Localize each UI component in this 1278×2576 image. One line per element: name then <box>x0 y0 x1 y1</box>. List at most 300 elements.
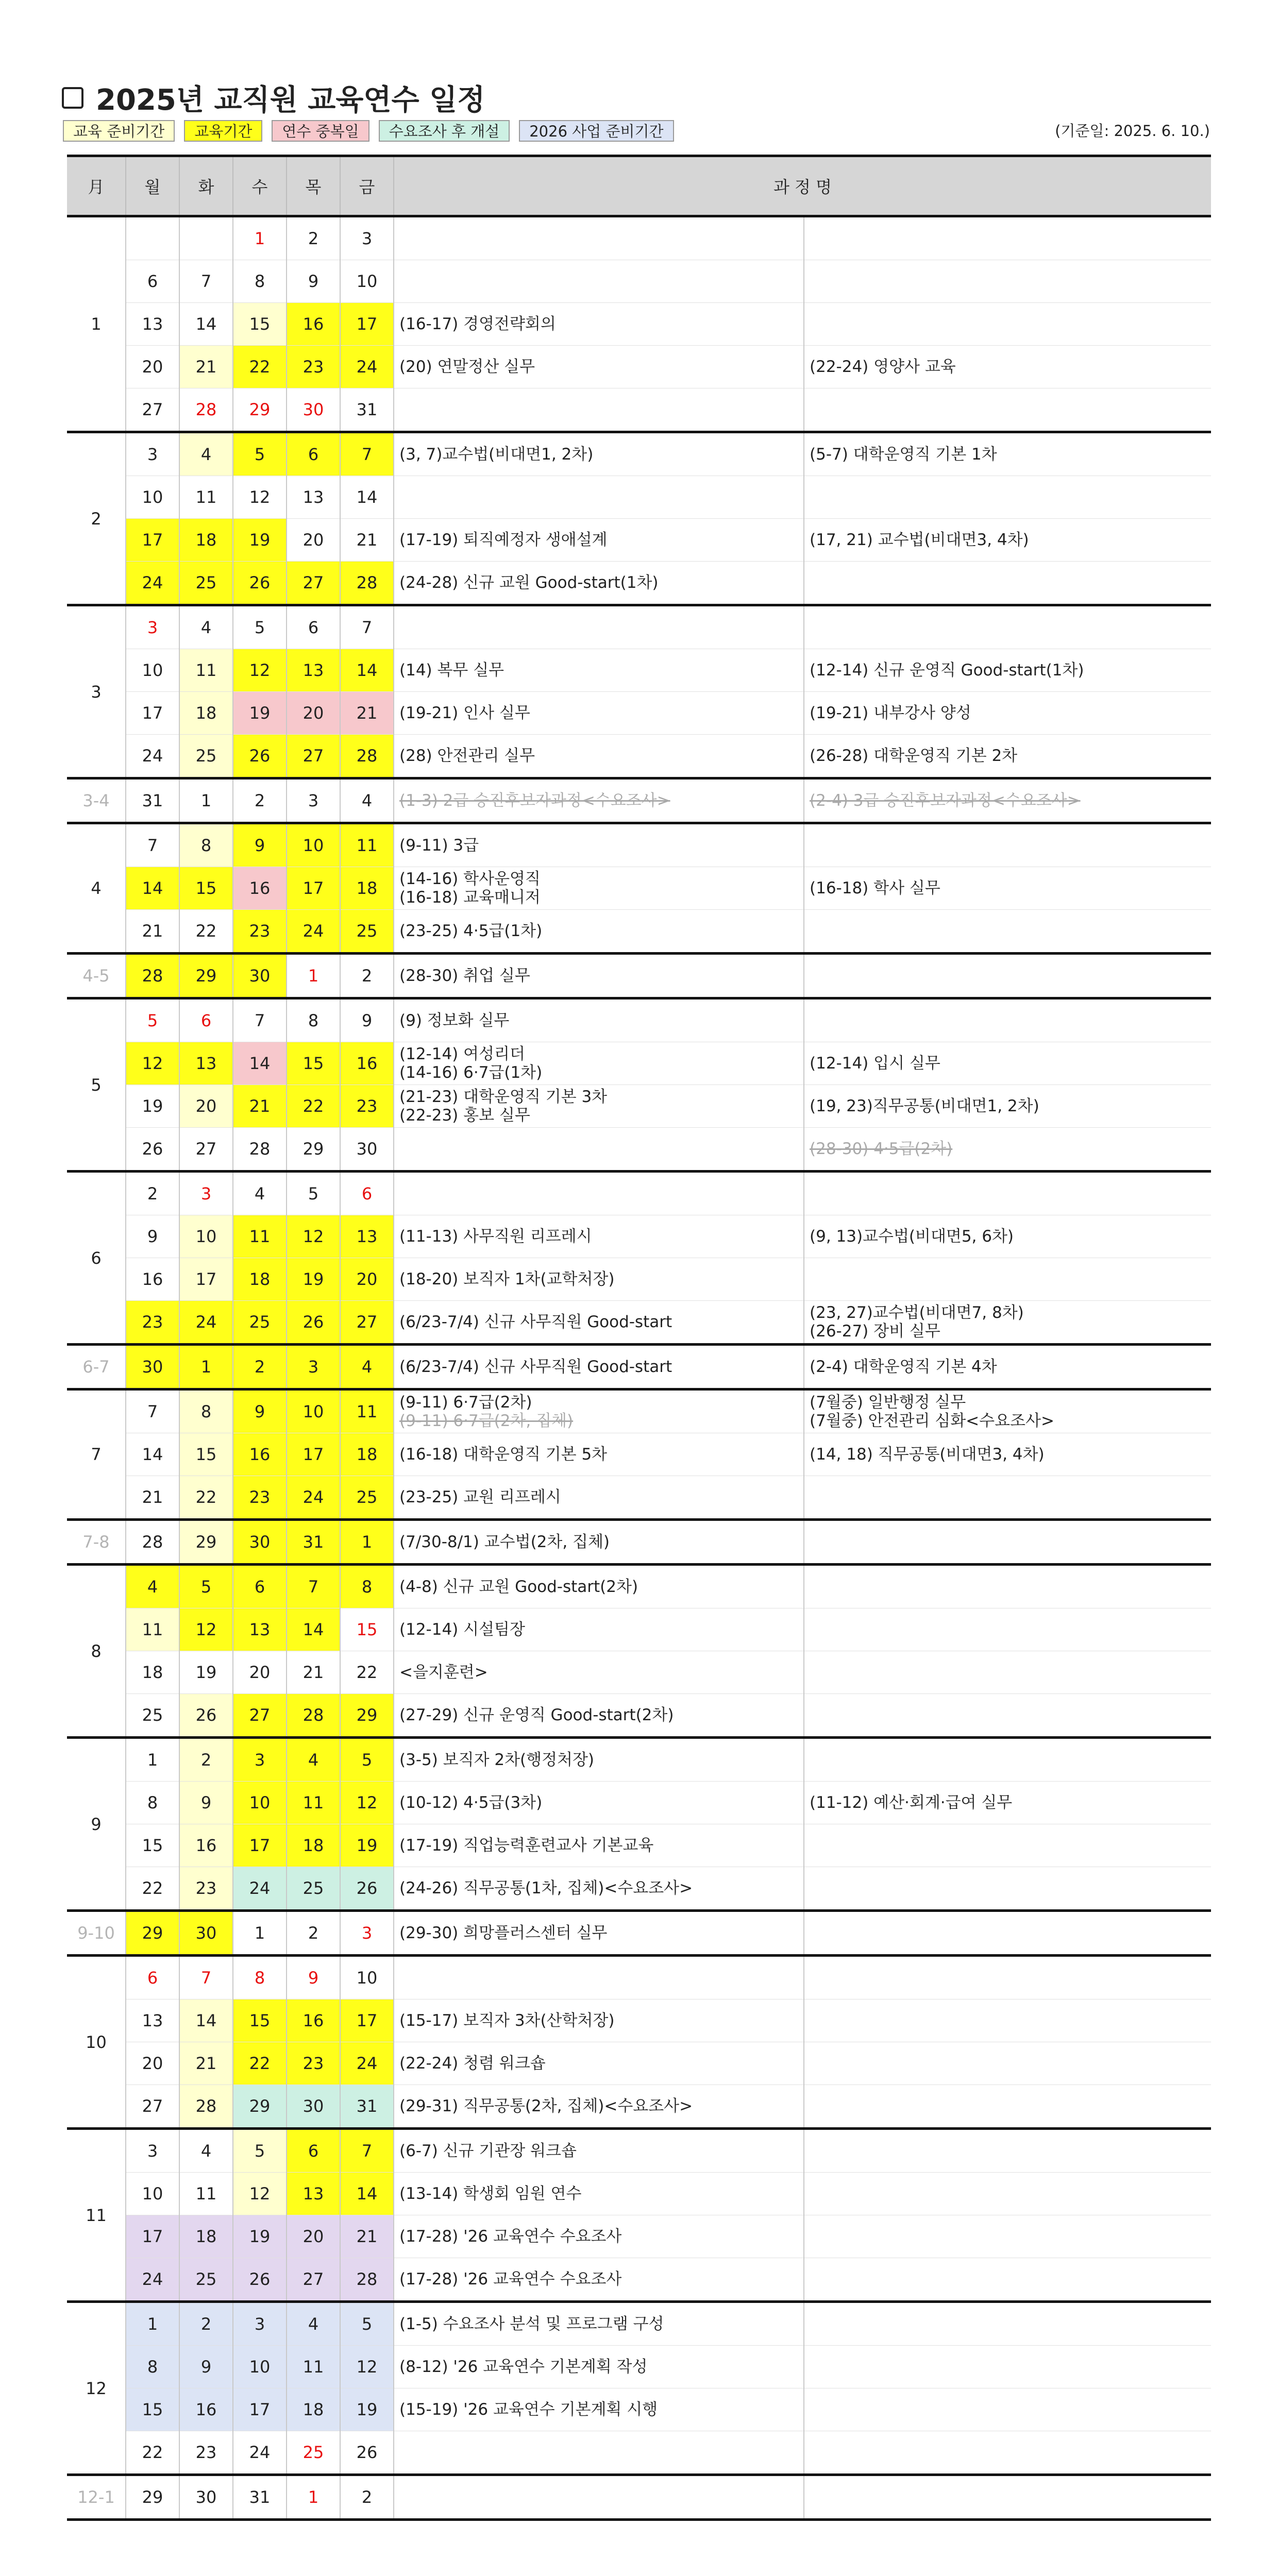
course-cell-left <box>394 562 804 605</box>
course-cell-left <box>394 216 804 260</box>
course-cell-left <box>394 388 804 432</box>
day-cell: 24 <box>179 1301 233 1345</box>
month-label: 3-4 <box>67 778 126 823</box>
course-line: (28-30) 취업 실무 <box>399 967 530 985</box>
page-title <box>62 77 485 118</box>
day-cell: 30 <box>179 1911 233 1956</box>
course-line: (1-3) 2급 승진후보자과정<수요조사> <box>399 791 670 810</box>
course-line: (3-5) 보직자 2차(행정처장) <box>399 1751 595 1769</box>
week-row <box>67 1956 1211 1999</box>
day-cell: 23 <box>233 1476 287 1520</box>
week-row <box>67 1345 1211 1389</box>
week-row <box>67 605 1211 649</box>
day-cell: 26 <box>233 562 287 605</box>
course-cell-right <box>804 2173 1211 2215</box>
course-cell-right <box>804 1215 1211 1258</box>
day-cell: 30 <box>287 388 340 432</box>
day-cell: 19 <box>287 1258 340 1301</box>
day-cell: 25 <box>179 735 233 778</box>
day-cell: 26 <box>126 1128 179 1172</box>
day-cell: 20 <box>287 2215 340 2258</box>
day-cell: 26 <box>340 2431 394 2475</box>
course-cell-left <box>394 735 804 778</box>
day-cell: 8 <box>233 260 287 303</box>
day-cell: 26 <box>179 1694 233 1738</box>
course-cell-left <box>394 1172 804 1215</box>
course-cell-right <box>804 1824 1211 1867</box>
day-cell: 10 <box>287 823 340 867</box>
month-label: 8 <box>67 1565 126 1738</box>
course-line: (16-18) 교육매니저 <box>399 888 541 907</box>
week-row <box>67 1301 1211 1345</box>
day-cell: 22 <box>287 1085 340 1128</box>
day-cell: 31 <box>126 778 179 823</box>
course-line: (16-18) 학사 실무 <box>810 879 940 897</box>
course-cell-right <box>804 2129 1211 2173</box>
day-cell: 20 <box>126 2042 179 2085</box>
day-cell: 18 <box>287 2388 340 2431</box>
course-cell-right <box>804 1433 1211 1476</box>
day-cell: 24 <box>340 2042 394 2085</box>
legend-item-overlap: 연수 중복일 <box>272 120 369 142</box>
day-cell: 25 <box>340 1476 394 1520</box>
day-cell: 28 <box>126 954 179 998</box>
week-row <box>67 2302 1211 2346</box>
day-cell: 21 <box>179 2042 233 2085</box>
day-cell: 28 <box>287 1694 340 1738</box>
day-cell: 24 <box>340 346 394 388</box>
course-cell-right <box>804 2215 1211 2258</box>
day-cell: 16 <box>287 1999 340 2042</box>
week-row <box>67 1258 1211 1301</box>
week-row <box>67 432 1211 476</box>
day-cell: 4 <box>340 1345 394 1389</box>
header-fri: 금 <box>340 156 394 216</box>
course-cell-left <box>394 1824 804 1867</box>
course-line: (26-27) 장비 실무 <box>810 1322 940 1341</box>
day-cell: 10 <box>126 2173 179 2215</box>
day-cell: 21 <box>179 346 233 388</box>
day-cell: 12 <box>233 476 287 519</box>
day-cell: 2 <box>179 2302 233 2346</box>
week-row <box>67 2085 1211 2129</box>
course-cell-left <box>394 2085 804 2129</box>
course-cell-left <box>394 519 804 562</box>
day-cell: 7 <box>126 1389 179 1433</box>
course-line-cancelled: (9-11) 6·7급(2차, 집체) <box>399 1412 574 1430</box>
day-cell: 19 <box>340 1824 394 1867</box>
week-row <box>67 692 1211 735</box>
course-cell-right <box>804 998 1211 1042</box>
course-cell-left <box>394 303 804 346</box>
day-cell: 28 <box>340 562 394 605</box>
day-cell: 14 <box>126 867 179 910</box>
header-wed: 수 <box>233 156 287 216</box>
day-cell: 19 <box>233 2215 287 2258</box>
day-cell: 17 <box>340 1999 394 2042</box>
course-line: (5-7) 대학운영직 기본 1차 <box>810 445 997 464</box>
course-line: (17-19) 퇴직예정자 생애설계 <box>399 531 608 549</box>
day-cell: 3 <box>233 1738 287 1782</box>
course-line: (23-25) 4·5급(1차) <box>399 922 543 940</box>
week-row <box>67 1042 1211 1085</box>
course-cell-left <box>394 954 804 998</box>
day-cell: 21 <box>287 1651 340 1694</box>
day-cell: 28 <box>126 1520 179 1565</box>
month-label: 1 <box>67 216 126 432</box>
month-label: 12-1 <box>67 2475 126 2520</box>
day-cell: 30 <box>179 2475 233 2520</box>
month-label: 6 <box>67 1172 126 1345</box>
legend <box>63 120 674 142</box>
day-cell: 1 <box>233 1911 287 1956</box>
day-cell: 1 <box>179 778 233 823</box>
course-cell-right <box>804 1172 1211 1215</box>
course-cell-right <box>804 867 1211 910</box>
course-cell-left <box>394 1520 804 1565</box>
day-cell: 18 <box>340 1433 394 1476</box>
course-cell-right <box>804 1651 1211 1694</box>
table-header-row <box>67 156 1211 216</box>
day-cell: 28 <box>340 735 394 778</box>
day-cell: 6 <box>126 1956 179 1999</box>
week-row <box>67 1651 1211 1694</box>
course-cell-right <box>804 1694 1211 1738</box>
course-cell-right <box>804 2346 1211 2388</box>
day-cell: 29 <box>126 2475 179 2520</box>
course-line: (13-14) 학생회 임원 연수 <box>399 2184 582 2203</box>
course-line: (28) 안전관리 실무 <box>399 747 535 765</box>
month-label: 7-8 <box>67 1520 126 1565</box>
day-cell: 8 <box>233 1956 287 1999</box>
course-line: (7/30-8/1) 교수법(2차, 집체) <box>399 1533 610 1551</box>
day-cell: 24 <box>233 1867 287 1911</box>
day-cell: 3 <box>287 778 340 823</box>
course-cell-left <box>394 432 804 476</box>
day-cell: 19 <box>126 1085 179 1128</box>
day-cell: 20 <box>126 346 179 388</box>
day-cell: 6 <box>126 260 179 303</box>
course-line: (4-8) 신규 교원 Good-start(2차) <box>399 1578 638 1596</box>
week-row <box>67 1738 1211 1782</box>
course-cell-right <box>804 1956 1211 1999</box>
course-line: (29-31) 직무공통(2차, 집체)<수요조사> <box>399 2097 693 2115</box>
week-row <box>67 998 1211 1042</box>
day-cell: 31 <box>340 388 394 432</box>
course-cell-left <box>394 1956 804 1999</box>
month-label: 11 <box>67 2129 126 2302</box>
course-cell-right <box>804 1867 1211 1911</box>
day-cell: 12 <box>179 1608 233 1651</box>
day-cell: 11 <box>126 1608 179 1651</box>
day-cell: 17 <box>340 303 394 346</box>
course-cell-left <box>394 1565 804 1608</box>
schedule-table <box>67 155 1211 2521</box>
day-cell: 24 <box>126 562 179 605</box>
week-row <box>67 1215 1211 1258</box>
course-line: (12-14) 여성리더 <box>399 1045 525 1063</box>
week-row <box>67 1172 1211 1215</box>
course-cell-right <box>804 2085 1211 2129</box>
day-cell: 16 <box>233 1433 287 1476</box>
day-cell: 17 <box>179 1258 233 1301</box>
course-cell-right <box>804 1911 1211 1956</box>
course-cell-right <box>804 216 1211 260</box>
day-cell: 21 <box>340 519 394 562</box>
course-line: (14, 18) 직무공통(비대면3, 4차) <box>810 1445 1045 1464</box>
course-cell-right <box>804 432 1211 476</box>
course-cell-left <box>394 2258 804 2302</box>
checkbox-square-icon <box>62 87 83 109</box>
course-line: (2-4) 3급 승진후보자과정<수요조사> <box>810 791 1081 810</box>
day-cell: 29 <box>233 2085 287 2129</box>
day-cell: 22 <box>340 1651 394 1694</box>
course-cell-left <box>394 1301 804 1345</box>
month-label: 4 <box>67 823 126 954</box>
course-line: (22-23) 홍보 실무 <box>399 1106 530 1125</box>
day-cell: 5 <box>233 605 287 649</box>
week-row <box>67 778 1211 823</box>
course-cell-right <box>804 605 1211 649</box>
course-cell-right <box>804 1476 1211 1520</box>
course-line: (16-18) 대학운영직 기본 5차 <box>399 1445 608 1464</box>
course-cell-left <box>394 998 804 1042</box>
day-cell: 25 <box>287 2431 340 2475</box>
day-cell: 5 <box>340 2302 394 2346</box>
day-cell: 4 <box>126 1565 179 1608</box>
course-cell-left <box>394 649 804 692</box>
course-cell-right <box>804 260 1211 303</box>
day-cell: 12 <box>126 1042 179 1085</box>
day-cell: 6 <box>287 2129 340 2173</box>
day-cell: 25 <box>233 1301 287 1345</box>
course-cell-right <box>804 388 1211 432</box>
week-row <box>67 216 1211 260</box>
day-cell: 28 <box>179 388 233 432</box>
course-line: (12-14) 입시 실무 <box>810 1054 940 1073</box>
week-row <box>67 1608 1211 1651</box>
day-cell: 5 <box>179 1565 233 1608</box>
week-row <box>67 476 1211 519</box>
day-cell: 18 <box>179 519 233 562</box>
day-cell: 23 <box>287 2042 340 2085</box>
day-cell: 3 <box>340 1911 394 1956</box>
day-cell: 8 <box>179 823 233 867</box>
day-cell: 18 <box>126 1651 179 1694</box>
day-cell: 12 <box>233 649 287 692</box>
day-cell: 25 <box>179 562 233 605</box>
legend-item-prep: 교육 준비기간 <box>63 120 175 142</box>
week-row <box>67 954 1211 998</box>
course-cell-right <box>804 1128 1211 1172</box>
day-cell: 13 <box>179 1042 233 1085</box>
day-cell: 18 <box>340 867 394 910</box>
header-mon: 월 <box>126 156 179 216</box>
day-cell: 27 <box>233 1694 287 1738</box>
day-cell: 13 <box>287 476 340 519</box>
course-line: (22-24) 청렴 워크숍 <box>399 2054 546 2073</box>
day-cell: 20 <box>287 692 340 735</box>
day-cell: 27 <box>126 2085 179 2129</box>
day-cell: 4 <box>179 2129 233 2173</box>
day-cell: 9 <box>179 2346 233 2388</box>
day-cell: 8 <box>126 1782 179 1824</box>
day-cell: 17 <box>233 1824 287 1867</box>
course-cell-left <box>394 1215 804 1258</box>
course-line: (3, 7)교수법(비대면1, 2차) <box>399 445 594 464</box>
course-cell-right <box>804 1042 1211 1085</box>
day-cell: 16 <box>179 1824 233 1867</box>
course-line: (14-16) 학사운영직 <box>399 870 541 888</box>
day-cell: 16 <box>179 2388 233 2431</box>
day-cell: 2 <box>233 1345 287 1389</box>
day-cell: 18 <box>179 2215 233 2258</box>
day-cell: 11 <box>233 1215 287 1258</box>
course-cell-left <box>394 2346 804 2388</box>
course-cell-left <box>394 1389 804 1433</box>
month-label: 12 <box>67 2302 126 2475</box>
day-cell: 26 <box>233 2258 287 2302</box>
week-row <box>67 1867 1211 1911</box>
day-cell: 1 <box>179 1345 233 1389</box>
day-cell: 28 <box>233 1128 287 1172</box>
day-cell: 6 <box>287 605 340 649</box>
day-cell: 4 <box>179 605 233 649</box>
course-line: (27-29) 신규 운영직 Good-start(2차) <box>399 1706 674 1724</box>
day-cell: 15 <box>179 1433 233 1476</box>
day-cell: 20 <box>233 1651 287 1694</box>
header-thu: 목 <box>287 156 340 216</box>
day-cell: 30 <box>126 1345 179 1389</box>
week-row <box>67 2258 1211 2302</box>
day-cell: 25 <box>179 2258 233 2302</box>
course-line: (11-12) 예산·회계·급여 실무 <box>810 1793 1013 1812</box>
day-cell: 9 <box>340 998 394 1042</box>
week-row <box>67 1824 1211 1867</box>
day-cell: 17 <box>126 2215 179 2258</box>
course-cell-right <box>804 1301 1211 1345</box>
day-cell: 27 <box>340 1301 394 1345</box>
day-cell: 13 <box>126 1999 179 2042</box>
day-cell: 30 <box>340 1128 394 1172</box>
day-cell: 4 <box>233 1172 287 1215</box>
day-cell: 1 <box>126 1738 179 1782</box>
week-row <box>67 2475 1211 2520</box>
day-cell: 9 <box>179 1782 233 1824</box>
day-cell: 15 <box>233 1999 287 2042</box>
day-cell: 29 <box>179 954 233 998</box>
course-cell-left <box>394 2431 804 2475</box>
course-cell-right <box>804 1258 1211 1301</box>
day-cell: 8 <box>287 998 340 1042</box>
course-cell-right <box>804 303 1211 346</box>
day-cell: 29 <box>287 1128 340 1172</box>
day-cell: 23 <box>233 910 287 954</box>
day-cell: 14 <box>179 1999 233 2042</box>
day-cell: 10 <box>287 1389 340 1433</box>
day-cell: 5 <box>340 1738 394 1782</box>
day-cell: 24 <box>126 2258 179 2302</box>
day-cell: 7 <box>179 260 233 303</box>
day-cell: 14 <box>340 2173 394 2215</box>
course-line: (19-21) 내부강사 양성 <box>810 704 971 722</box>
day-cell: 3 <box>233 2302 287 2346</box>
day-cell: 19 <box>233 519 287 562</box>
day-cell: 23 <box>179 1867 233 1911</box>
day-cell: 21 <box>340 2215 394 2258</box>
course-cell-left <box>394 2302 804 2346</box>
day-cell: 24 <box>287 910 340 954</box>
week-row <box>67 1565 1211 1608</box>
day-cell: 3 <box>126 605 179 649</box>
course-cell-right <box>804 778 1211 823</box>
day-cell: 5 <box>233 2129 287 2173</box>
day-cell: 7 <box>233 998 287 1042</box>
day-cell: 31 <box>233 2475 287 2520</box>
course-cell-left <box>394 1782 804 1824</box>
day-cell: 11 <box>179 649 233 692</box>
course-line: (15-17) 보직자 3차(산학처장) <box>399 2011 615 2030</box>
day-cell: 30 <box>233 954 287 998</box>
day-cell: 8 <box>340 1565 394 1608</box>
course-line: (29-30) 희망플러스센터 실무 <box>399 1924 608 1942</box>
day-cell: 21 <box>233 1085 287 1128</box>
day-cell: 3 <box>179 1172 233 1215</box>
day-cell: 13 <box>287 2173 340 2215</box>
course-cell-left <box>394 605 804 649</box>
course-line: (14-16) 6·7급(1차) <box>399 1063 543 1082</box>
course-cell-right <box>804 2388 1211 2431</box>
day-cell: 10 <box>340 260 394 303</box>
day-cell: 10 <box>126 476 179 519</box>
course-line: (19-21) 인사 실무 <box>399 704 530 722</box>
day-cell: 21 <box>340 692 394 735</box>
header-tue: 화 <box>179 156 233 216</box>
course-line: (12-14) 시설팀장 <box>399 1620 525 1639</box>
legend-item-survey: 수요조사 후 개설 <box>379 120 510 142</box>
course-cell-right <box>804 1345 1211 1389</box>
course-cell-right <box>804 2258 1211 2302</box>
course-cell-left <box>394 1694 804 1738</box>
day-cell: 6 <box>233 1565 287 1608</box>
day-cell: 1 <box>287 2475 340 2520</box>
day-cell: 16 <box>287 303 340 346</box>
course-cell-left <box>394 1911 804 1956</box>
week-row <box>67 1520 1211 1565</box>
week-row <box>67 1782 1211 1824</box>
day-cell: 21 <box>126 1476 179 1520</box>
week-row <box>67 735 1211 778</box>
day-cell: 19 <box>233 692 287 735</box>
day-cell: 26 <box>287 1301 340 1345</box>
day-cell: 22 <box>126 2431 179 2475</box>
course-cell-right <box>804 1085 1211 1128</box>
course-cell-right <box>804 1389 1211 1433</box>
day-cell: 14 <box>126 1433 179 1476</box>
course-line: (18-20) 보직자 1차(교학처장) <box>399 1270 615 1289</box>
month-label: 5 <box>67 998 126 1172</box>
day-cell: 7 <box>287 1565 340 1608</box>
day-cell: 27 <box>287 2258 340 2302</box>
day-cell: 20 <box>287 519 340 562</box>
legend-item-training: 교육기간 <box>184 120 262 142</box>
day-cell: 11 <box>340 1389 394 1433</box>
day-cell: 26 <box>340 1867 394 1911</box>
day-cell: 17 <box>126 519 179 562</box>
course-line: (15-19) '26 교육연수 기본계획 시행 <box>399 2400 658 2419</box>
day-cell: 28 <box>179 2085 233 2129</box>
day-cell: 24 <box>233 2431 287 2475</box>
